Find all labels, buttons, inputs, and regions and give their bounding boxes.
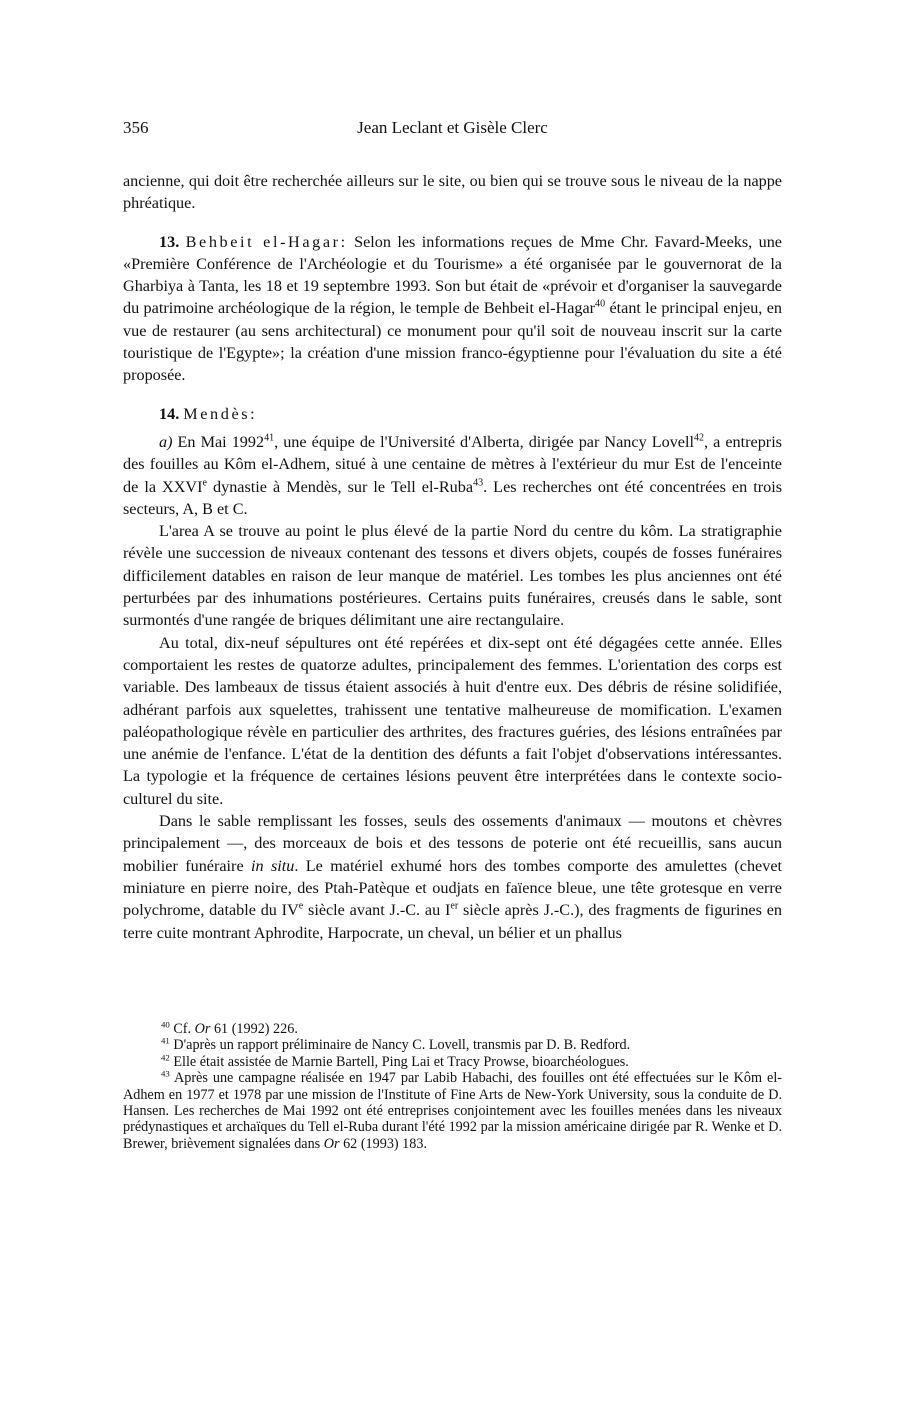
paragraph-text: siècle après J.-C.), des fragments de figurines en terre cuite montrant Aphrodite, Harpocrate, un cheval, un bélier et un phallus (123, 901, 782, 942)
footnote-number: 41 (161, 1035, 170, 1046)
section-number: 14. (159, 404, 180, 423)
footnote-text: 61 (1992) 226. (210, 1021, 298, 1037)
footnote-41 (123, 1037, 782, 1053)
paragraph-continuation: ancienne, qui doit être recherchée ailleurs sur le site, ou bien qui se trouve sous le niveau de la nappe phréatique. (123, 172, 782, 213)
paragraph-behbeit (123, 231, 782, 387)
paragraph-sepultures: Au total, dix-neuf sépultures ont été repérées et dix-sept ont été dégagées cette année. Elles comportaient les restes de quatorze adultes, principalement des femmes. L'orientation des corps est variable. Des lambeaux de tissus étaient associés à huit d'entre eux. Des débris de résine solidifiée, adhérant parfois aux squelettes, trahissent une tentative malheureuse de momification. L'examen paléopathologique révèle en particulier des arthrites, des fractures guéries, des lésions entraînées par une anémie de l'enfance. L'état de la dentition des défunts a fait l'objet d'observations intéressantes. La typologie et la fréquence de certaines lésions peuvent être interprétées dans le contexte socio-culturel du site. (123, 633, 782, 808)
running-title: Jean Leclant et Gisèle Clerc (357, 118, 548, 137)
footnote-number: 40 (161, 1019, 170, 1030)
italic-term: in situ (251, 856, 295, 875)
superscript: e (298, 900, 304, 912)
body-text (123, 170, 782, 944)
paragraph-text: , une équipe de l'Université d'Alberta, dirigée par Nancy Lovell (274, 432, 694, 451)
superscript: e (202, 477, 207, 489)
section-13 (123, 231, 782, 387)
paragraph-text: . Les recherches ont été concentrées en trois secteurs, A, B et C. (123, 477, 783, 518)
paragraph-text: étant le principal enjeu, en vue de restaurer (au sens architectural) ce monument pour qu'il soit de nouveau inscrit sur la carte touristique de l'Egypte»; la création d'une mission franco-égyptienne pour l'évaluation du site a été proposée. (123, 299, 782, 385)
paragraph-text: siècle avant J.-C. au I (303, 901, 451, 920)
footnote-ref: 42 (693, 432, 705, 444)
footnote-ref: 40 (595, 299, 606, 311)
section-site-name: Behbeit el-Hagar: (185, 232, 348, 251)
footnote-number: 42 (161, 1052, 170, 1063)
footnotes (123, 1021, 782, 1152)
footnote-text: Elle était assistée de Marnie Bartell, Ping Lai et Tracy Prowse, bioarchéologues. (169, 1053, 629, 1070)
subsection-label: a) (159, 432, 173, 451)
section-site-name: Mendès: (183, 404, 258, 423)
paragraph-text: Dans le sable remplissant les fosses, seuls des ossements d'animaux — moutons et chèvres principalement —, des morceaux de bois et des tessons de poterie ont été recueillis, sans aucun mobilier funéraire (123, 812, 782, 875)
page (123, 112, 783, 1152)
journal-abbrev: Or (194, 1021, 211, 1037)
footnote-text: D'après un rapport préliminaire de Nancy C. Lovell, transmis par D. B. Redford. (169, 1037, 631, 1054)
footnote-40 (123, 1021, 782, 1037)
journal-abbrev: Or (323, 1135, 340, 1152)
footnote-text: 62 (1993) 183. (339, 1135, 428, 1152)
paragraph-text: dynastie à Mendès, sur le Tell el-Ruba (206, 477, 474, 496)
paragraph-mendes-a (123, 431, 782, 520)
paragraph-text: , a entrepris des fouilles au Kôm el-Adhem, situé à une centaine de mètres à l'extérieur du mur Est de l'enceinte de la XXVI (123, 432, 782, 496)
superscript: er (450, 900, 459, 912)
footnote-42 (123, 1054, 782, 1070)
paragraph-text: . Le matériel exhumé hors des tombes comporte des amulettes (chevet miniature en pierre noire, des Ptah-Patèque et oudjats en faïence bleue, une tête grotesque en verre polychrome, datable du IV (123, 856, 783, 920)
section-number: 13. (159, 232, 180, 251)
footnote-43 (123, 1070, 782, 1152)
page-number: 356 (123, 118, 149, 137)
footnote-text: Cf. (169, 1021, 195, 1037)
section-14 (123, 403, 782, 944)
running-head (123, 112, 782, 140)
footnote-ref: 43 (473, 477, 484, 489)
paragraph-sable (123, 810, 782, 944)
paragraph-area-a: L'area A se trouve au point le plus élevé de la partie Nord du centre du kôm. La stratigraphie révèle une succession de niveaux contenant des tessons et divers objets, coupés de fosses funéraires difficilement datables en raison de leur manque de matériel. Les tombes les plus anciennes ont été perturbées par des inhumations postérieures. Certains puits funéraires, creusés dans le sable, sont surmontés d'une rangée de briques délimitant une aire rectangulaire. (123, 522, 782, 630)
footnote-text: Après une campagne réalisée en 1947 par Labib Habachi, des fouilles ont été effectuées sur le Kôm el-Adhem en 1977 et 1978 par une mission de l'Institute of Fine Arts de New-York University, sous la conduite de D. Hansen. Les recherches de Mai 1992 ont été entreprises conjointement avec les fouilles menées dans les niveaux prédynastiques et archaïques du Tell el-Ruba durant l'été 1992 par la mission américaine dirigée par R. Wenke et D. Brewer, brièvement signalées dans (123, 1070, 782, 1152)
paragraph-text: En Mai 1992 (172, 432, 265, 451)
footnote-number: 43 (161, 1068, 170, 1079)
footnote-ref: 41 (264, 432, 275, 444)
section-heading (123, 403, 782, 425)
paragraph-text: Selon les informations reçues de Mme Chr. Favard-Meeks, une «Première Conférence de l'Archéologie et du Tourisme» a été organisée par le gouvernorat de la Gharbiya à Tanta, les 18 et 19 septembre 1993. Son but était de «prévoir et d'organiser la sauvegarde du patrimoine archéologique de la région, le temple de Behbeit el-Hagar (123, 232, 782, 318)
